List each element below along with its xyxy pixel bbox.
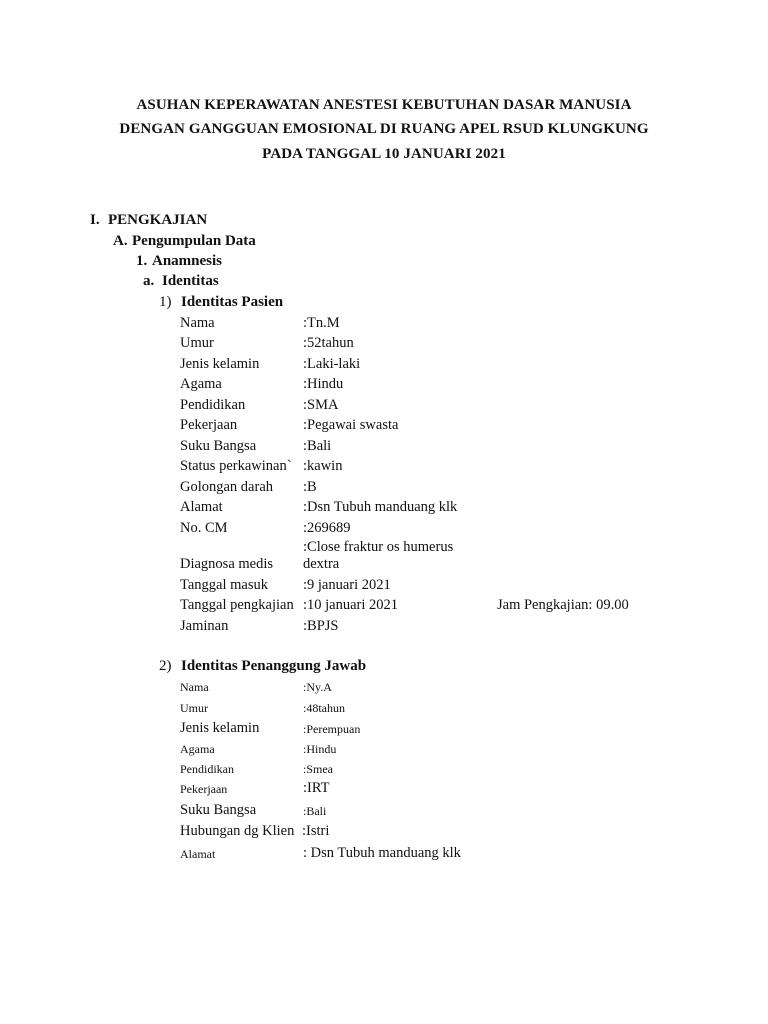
field-value: :Tn.M — [303, 315, 340, 331]
field-label: Hubungan dg Klien — [180, 823, 295, 839]
item-number: 1. — [136, 253, 148, 269]
field-label: Agama — [180, 376, 222, 392]
field-value: :Close fraktur os humerus — [303, 539, 454, 555]
field-value: :IRT — [303, 780, 330, 796]
field-value: :Bali — [303, 804, 327, 818]
field-value: :Hindu — [303, 742, 337, 756]
field-value: :kawin — [303, 458, 343, 474]
field-label: Alamat — [180, 847, 216, 861]
field-value: :B — [303, 479, 317, 495]
field-label: Suku Bangsa — [180, 438, 257, 454]
field-value: :Istri — [302, 823, 330, 839]
field-value: :Laki-laki — [303, 356, 361, 372]
field-label: No. CM — [180, 520, 228, 536]
field-value: :Hindu — [303, 376, 344, 392]
field-label: Tanggal masuk — [180, 577, 268, 593]
field-label: Pekerjaan — [180, 782, 228, 796]
field-value: :SMA — [303, 397, 339, 413]
subsection-heading: Pengumpulan Data — [132, 233, 256, 249]
document-title-line-3: PADA TANGGAL 10 JANUARI 2021 — [262, 146, 506, 162]
document-title-line-2: DENGAN GANGGUAN EMOSIONAL DI RUANG APEL RSUD KLUNGKUNG — [119, 121, 649, 137]
field-label: Agama — [180, 742, 215, 756]
field-value: : Dsn Tubuh manduang klk — [303, 845, 461, 861]
field-label: Jenis kelamin — [180, 720, 260, 736]
field-value: :Smea — [303, 762, 333, 776]
section-number: I. — [90, 212, 100, 228]
field-label: Alamat — [180, 499, 223, 515]
field-value: :10 januari 2021 — [303, 597, 399, 613]
field-value: :BPJS — [303, 618, 339, 634]
field-value: :Bali — [303, 438, 332, 454]
guardian-identity-number: 2) — [159, 658, 172, 674]
field-value: :Dsn Tubuh manduang klk — [303, 499, 458, 515]
field-value: :Pegawai swasta — [303, 417, 399, 433]
field-label: Diagnosa medis — [180, 556, 274, 572]
field-label: Pekerjaan — [180, 417, 238, 433]
assessment-time: Jam Pengkajian: 09.00 — [497, 597, 629, 613]
field-value: :48tahun — [303, 701, 345, 715]
field-label: Jaminan — [180, 618, 229, 634]
item-heading: Anamnesis — [152, 253, 223, 269]
field-value: :9 januari 2021 — [303, 577, 391, 593]
field-value: :Perempuan — [303, 722, 361, 736]
field-value: :52tahun — [303, 335, 354, 351]
subitem-number: a. — [143, 273, 155, 289]
patient-identity-heading: Identitas Pasien — [181, 294, 284, 310]
subitem-heading: Identitas — [162, 273, 219, 289]
patient-identity-number: 1) — [159, 294, 172, 310]
field-label: Tanggal pengkajian — [180, 597, 294, 613]
field-value: :Ny.A — [303, 680, 332, 694]
field-label: Umur — [180, 335, 214, 351]
field-value: dextra — [303, 556, 340, 572]
field-label: Suku Bangsa — [180, 802, 257, 818]
field-label: Nama — [180, 680, 209, 694]
field-label: Status perkawinan` — [180, 458, 292, 474]
field-label: Umur — [180, 701, 208, 715]
field-label: Nama — [180, 315, 215, 331]
field-value: :269689 — [303, 520, 351, 536]
field-label: Pendidikan — [180, 762, 234, 776]
subsection-number: A. — [113, 233, 128, 249]
section-heading: PENGKAJIAN — [108, 212, 208, 228]
field-label: Pendidikan — [180, 397, 246, 413]
document-title-line-1: ASUHAN KEPERAWATAN ANESTESI KEBUTUHAN DASAR MANUSIA — [136, 97, 632, 113]
guardian-identity-heading: Identitas Penanggung Jawab — [181, 658, 367, 674]
field-label: Golongan darah — [180, 479, 274, 495]
field-label: Jenis kelamin — [180, 356, 260, 372]
